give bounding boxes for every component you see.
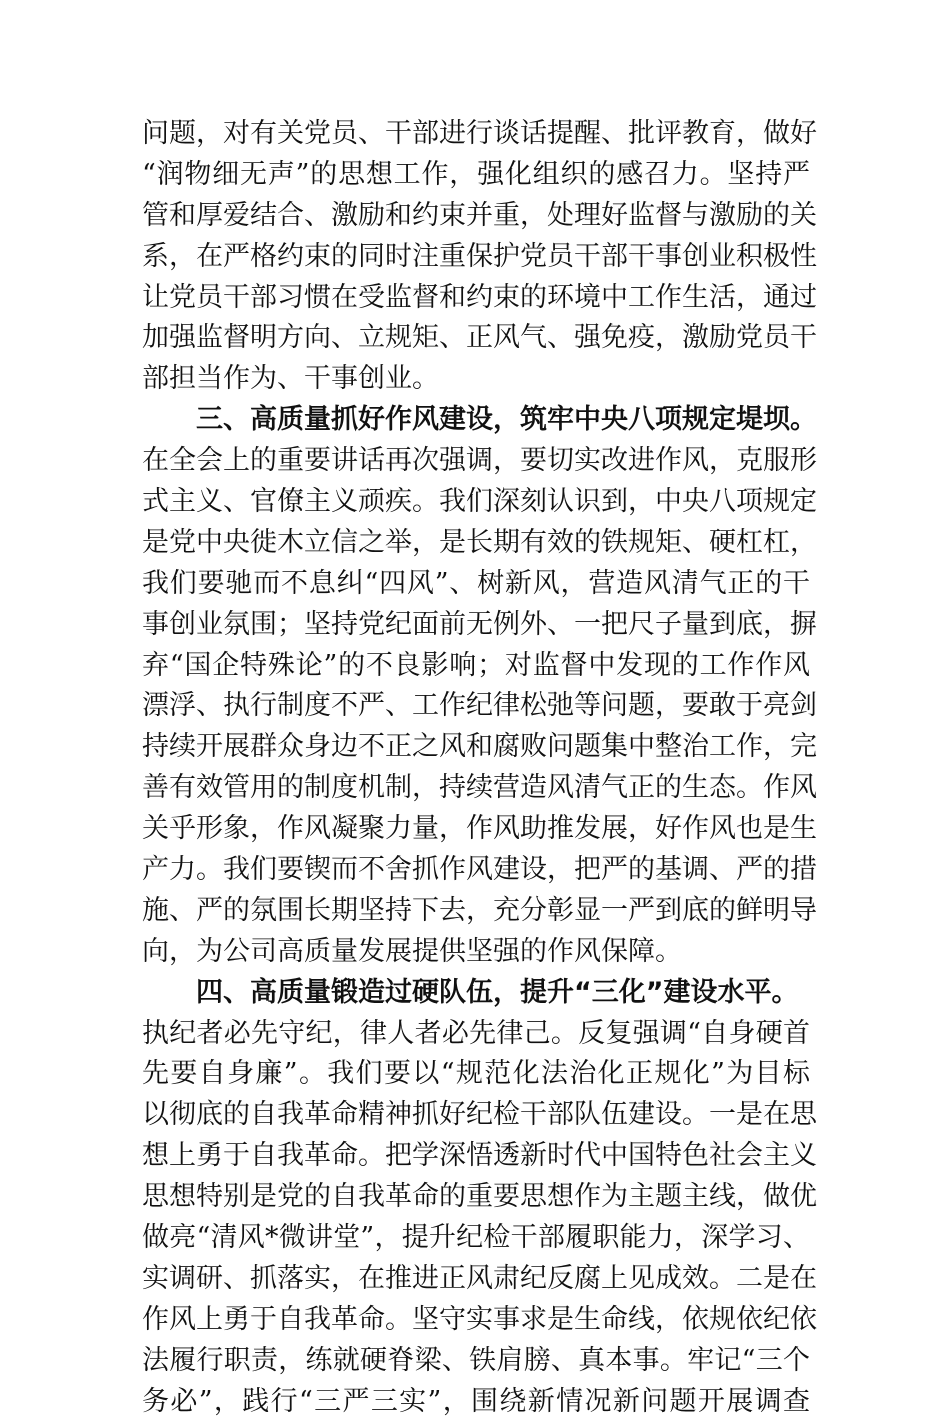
text-line: 想上勇于自我革命。把学深悟透新时代中国特色社会主义	[142, 1140, 817, 1172]
text-line: 管和厚爱结合、激励和约束并重，处理好监督与激励的关	[142, 199, 817, 231]
text-line: 让党员干部习惯在受监督和约束的环境中工作生活，通过	[142, 281, 817, 313]
text-line: 系，在严格约束的同时注重保护党员干部干事创业积极性	[142, 240, 817, 272]
text-line: 是党中央徙木立信之举，是长期有效的铁规矩、硬杠杠，	[142, 526, 817, 558]
text-line: 在全会上的重要讲话再次强调，要切实改进作风，克服形	[142, 445, 817, 477]
text-line: 产力。我们要锲而不舍抓作风建设，把严的基调、严的措	[142, 854, 817, 886]
text-line: 漂浮、执行制度不严、工作纪律松弛等问题，要敢于亮剑	[142, 690, 817, 722]
text-line: 部担当作为、干事创业。	[142, 363, 439, 395]
text-line: 事创业氛围；坚持党纪面前无例外、一把尺子量到底，摒	[142, 608, 817, 640]
text-line: 法履行职责，练就硬脊梁、铁肩膀、真本事。牢记“三个	[142, 1344, 810, 1376]
text-line: 执纪者必先守纪，律人者必先律己。反复强调“自身硬首	[142, 1017, 810, 1049]
text-line: 思想特别是党的自我革命的重要思想作为主题主线，做优	[142, 1181, 817, 1213]
text-line: 持续开展群众身边不正之风和腐败问题集中整治工作，完	[142, 731, 817, 763]
text-line: 以彻底的自我革命精神抓好纪检干部队伍建设。一是在思	[142, 1099, 817, 1131]
text-line: 弃“国企特殊论”的不良影响；对监督中发现的工作作风	[142, 649, 810, 681]
text-line: 我们要驰而不息纠“四风”、树新风，营造风清气正的干	[142, 567, 810, 599]
text-line: 关乎形象，作风凝聚力量，作风助推发展，好作风也是生	[142, 813, 817, 845]
text-line: 式主义、官僚主义顽疾。我们深刻认识到，中央八项规定	[142, 486, 817, 518]
section-heading-3: 三、高质量抓好作风建设，筑牢中央八项规定堤坝。	[196, 404, 817, 436]
text-line: 问题，对有关党员、干部进行谈话提醒、批评教育，做好	[142, 118, 817, 149]
text-line: 实调研、抓落实，在推进正风肃纪反腐上见成效。二是在	[142, 1262, 817, 1294]
text-line: 向，为公司高质量发展提供坚强的作风保障。	[142, 935, 682, 967]
text-line: 施、严的氛围长期坚持下去，充分彰显一严到底的鲜明导	[142, 894, 817, 926]
text-line: 务必”，践行“三严三实”，围绕新情况新问题开展调查	[142, 1385, 810, 1417]
text-line: 善有效管用的制度机制，持续营造风清气正的生态。作风	[142, 772, 817, 804]
section-heading-4: 四、高质量锻造过硬队伍，提升“三化”建设水平。	[196, 976, 799, 1008]
text-line: 做亮“清风*微讲堂”，提升纪检干部履职能力，深学习、	[142, 1222, 810, 1254]
text-line: 加强监督明方向、立规矩、正风气、强免疫，激励党员干	[142, 322, 817, 354]
text-line: 作风上勇于自我革命。坚守实事求是生命线，依规依纪依	[142, 1303, 817, 1335]
text-line: 先要自身廉”。我们要以“规范化法治化正规化”为目标	[142, 1058, 810, 1090]
document-body	[142, 114, 817, 1423]
text-line: “润物细无声”的思想工作，强化组织的感召力。坚持严	[142, 158, 810, 190]
